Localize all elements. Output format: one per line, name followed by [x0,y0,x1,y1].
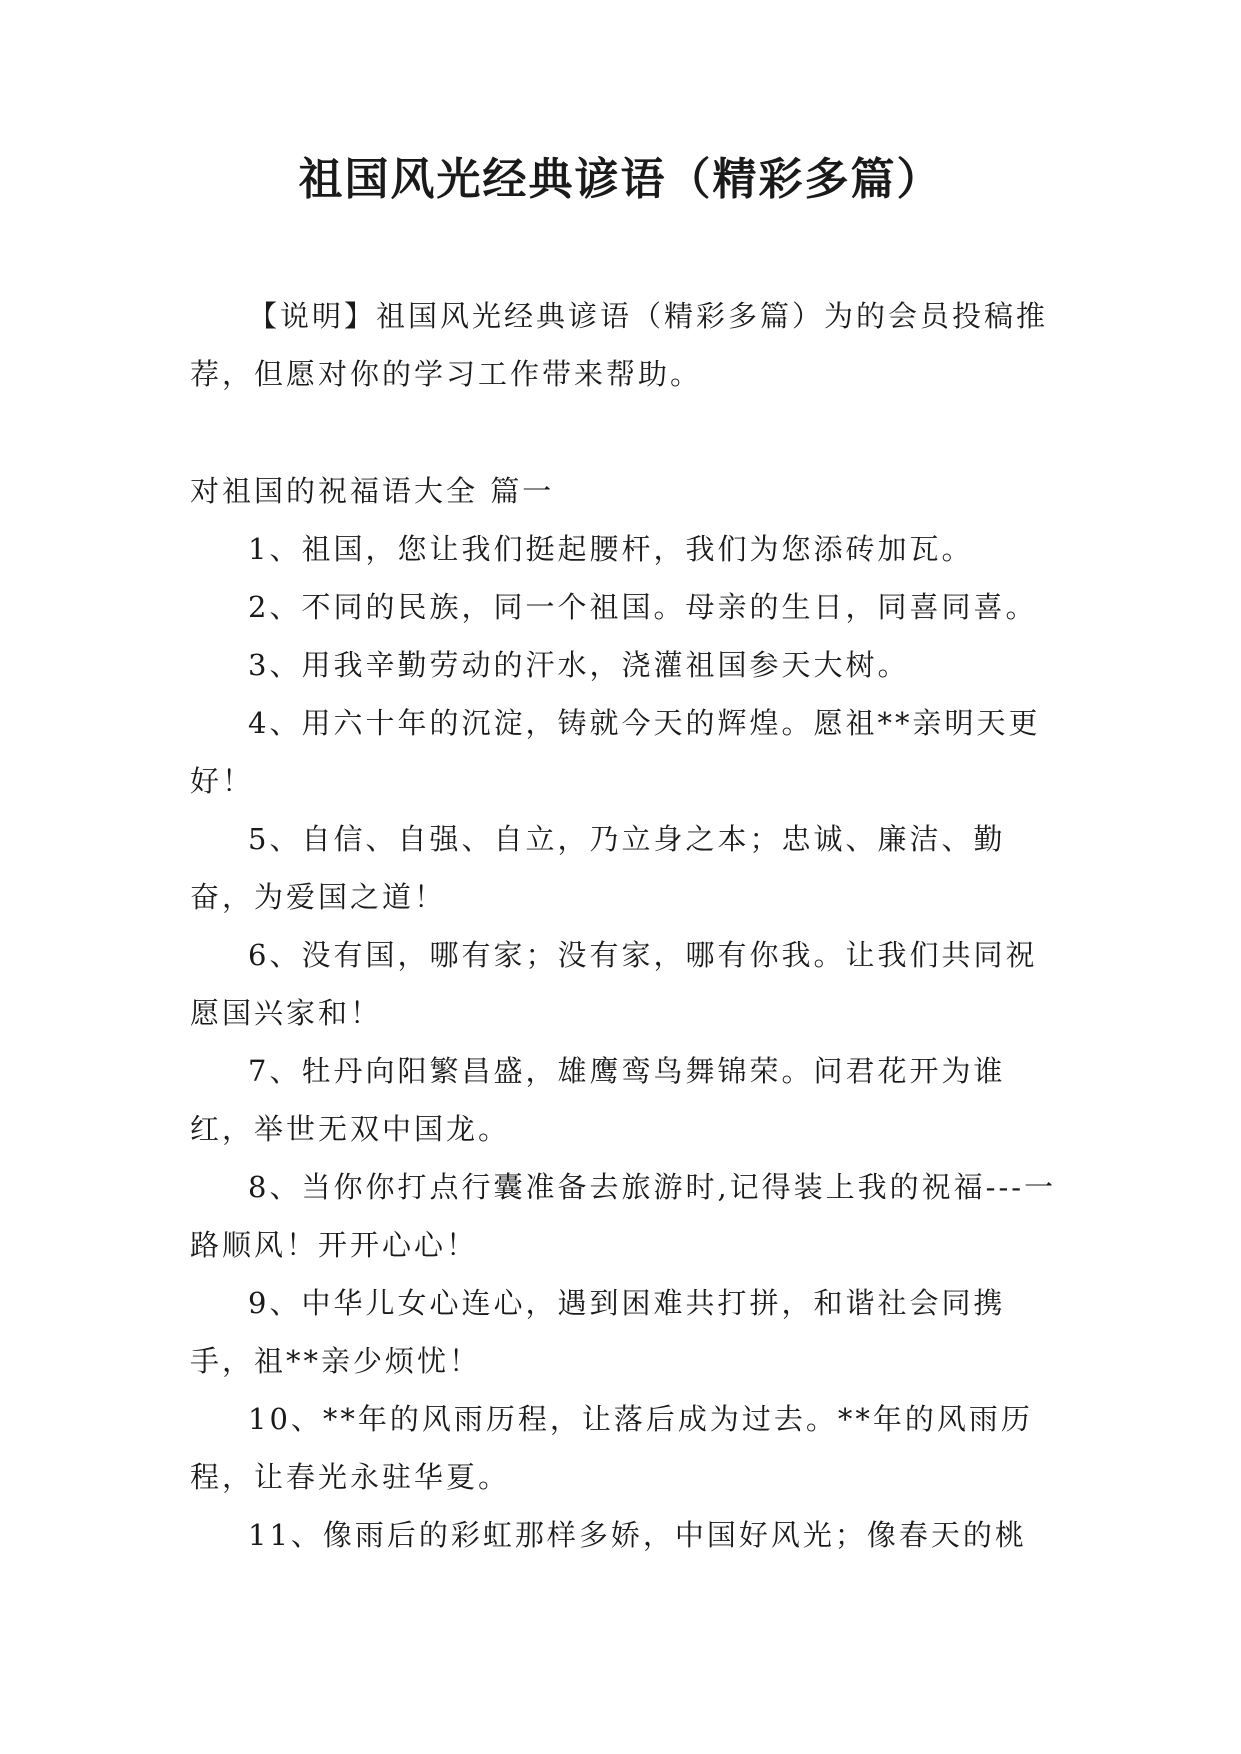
list-item: 7、牡丹向阳繁昌盛，雄鹰鸾鸟舞锦荣。问君花开为谁红，举世无双中国龙。 [190,1054,1006,1146]
blessing-list [190,520,1060,1564]
list-item: 2、不同的民族，同一个祖国。母亲的生日，同喜同喜。 [248,590,1038,624]
list-item: 1、祖国，您让我们挺起腰杆，我们为您添砖加瓦。 [248,532,974,566]
list-item: 11、像雨后的彩虹那样多娇，中国好风光；像春天的桃 [248,1518,1027,1552]
list-item: 10、**年的风雨历程，让落后成为过去。**年的风雨历程，让春光永驻华夏。 [190,1402,1033,1494]
list-item: 8、当你你打点行囊准备去旅游时,记得装上我的祝福---一路顺风！开开心心！ [190,1170,1057,1262]
intro-block [190,287,1060,403]
intro-paragraph: 【说明】祖国风光经典谚语（精彩多篇）为的会员投稿推荐，但愿对你的学习工作带来帮助。 [190,299,1049,391]
list-item: 6、没有国，哪有家；没有家，哪有你我。让我们共同祝愿国兴家和！ [190,938,1038,1030]
list-item: 9、中华儿女心连心，遇到困难共打拼，和谐社会同携手，祖**亲少烦忧！ [190,1286,1006,1378]
list-item: 3、用我辛勤劳动的汗水，浇灌祖国参天大树。 [248,648,910,682]
document-title: 祖国风光经典谚语（精彩多篇） [298,154,943,205]
section-heading: 对祖国的祝福语大全 篇一 [190,474,555,508]
list-item: 5、自信、自强、自立，乃立身之本；忠诚、廉洁、勤奋，为爱国之道！ [190,822,1006,914]
list-item: 4、用六十年的沉淀，铸就今天的辉煌。愿祖**亲明天更好！ [190,706,1041,798]
